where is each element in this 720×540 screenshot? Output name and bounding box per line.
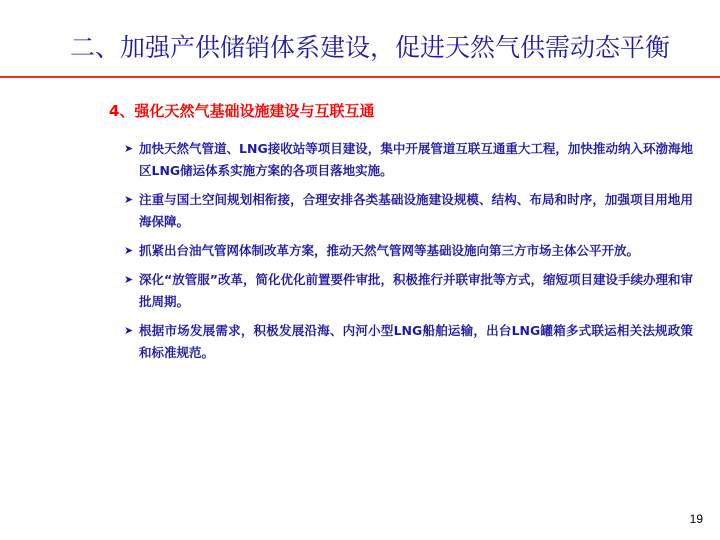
bullet-item [121, 320, 693, 364]
bullet-text: 注重与国土空间规划相衔接，合理安排各类基础设施建设规模、结构、布局和时序，加强项目用地用海保障。 [139, 192, 693, 229]
bullet-item [121, 269, 693, 313]
bullet-text: 根据市场发展需求，积极发展沿海、内河小型LNG船舶运输，出台LNG罐箱多式联运相关法规政策和标准规范。 [139, 323, 693, 360]
page-number: 19 [689, 512, 703, 526]
chevron-right-icon: ➤ [124, 142, 134, 155]
title-divider [0, 76, 720, 78]
section-subtitle: 4、强化天然气基础设施建设与互联互通 [109, 102, 375, 120]
bullet-text: 深化“放管服”改革，简化优化前置要件审批，积极推行并联审批等方式，缩短项目建设手续办理和审批周期。 [139, 272, 693, 309]
chevron-right-icon: ➤ [124, 244, 134, 257]
chevron-right-icon: ➤ [124, 193, 134, 206]
bullet-text: 抓紧出台油气管网体制改革方案，推动天然气管网等基础设施向第三方市场主体公平开放。 [139, 243, 640, 258]
slide-title: 二、加强产供储销体系建设，促进天然气供需动态平衡 [69, 33, 670, 62]
bullet-list [121, 138, 693, 371]
chevron-right-icon: ➤ [124, 324, 134, 337]
bullet-text: 加快天然气管道、LNG接收站等项目建设，集中开展管道互联互通重大工程，加快推动纳入环渤海地区LNG储运体系实施方案的各项目落地实施。 [139, 141, 693, 178]
bullet-item [121, 138, 693, 182]
bullet-item [121, 189, 693, 233]
chevron-right-icon: ➤ [124, 273, 134, 286]
bullet-item [121, 240, 693, 262]
